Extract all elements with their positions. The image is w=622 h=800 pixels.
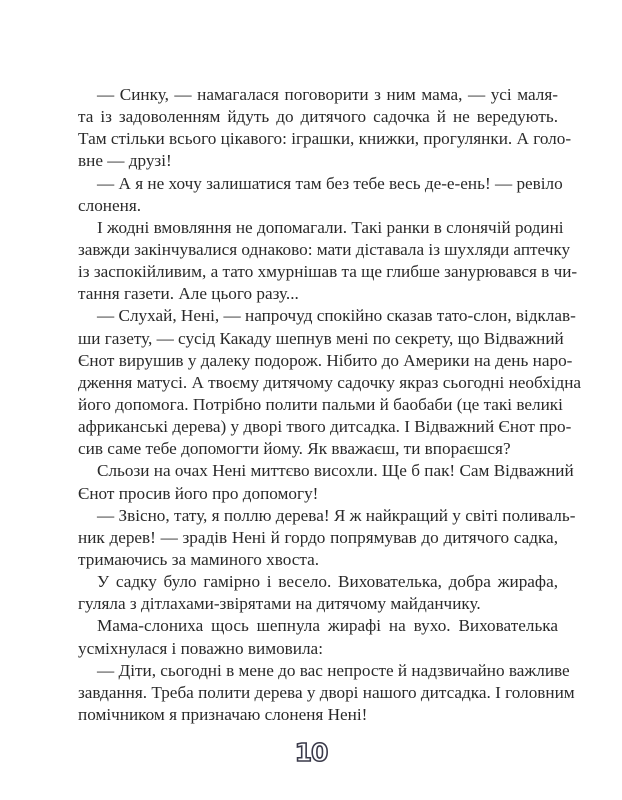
paragraph: [78, 84, 572, 173]
text-line: Мама-слониха щось шепнула жирафі на вухо. Вихователька: [97, 616, 558, 636]
text-line: африканські дерева) у дворі твого дитсадка. І Відважний Єнот про-: [78, 417, 572, 437]
paragraph: [78, 615, 558, 659]
text-line: Сльози на очах Нені миттєво висохли. Ще б пак! Сам Відважний: [97, 461, 574, 481]
text-line: — Слухай, Нені, — напрочуд спокійно сказав тато-слон, відклав-: [97, 306, 576, 326]
text-line: із заспокійливим, а тато хмурнішав та ще глибше занурювався в чи-: [78, 262, 578, 282]
text-line: Єнот вирушив у далеку подорож. Нібито до Америки на день наро-: [78, 350, 573, 370]
text-line: — Діти, сьогодні в мене до вас непросте й надзвичайно важливе: [97, 660, 570, 680]
text-line: І жодні вмовляння не допомагали. Такі ранки в слонячій родині: [97, 217, 564, 237]
text-line: та із задоволенням йдуть до дитячого садочка й не вередують.: [78, 107, 558, 127]
text-line: усміхнулася і поважно вимовила:: [78, 638, 323, 658]
text-line: У садку було гамірно і весело. Вихователька, добра жирафа,: [97, 572, 558, 592]
text-line: гуляла з дітлахами-звірятами на дитячому майданчику.: [78, 594, 481, 614]
paragraph: [78, 173, 563, 217]
text-line: Єнот просив його про допомогу!: [78, 483, 319, 503]
text-line: — Звісно, тату, я поллю дерева! Я ж найкращий у світі поливаль-: [97, 505, 576, 525]
text-line: сив саме тебе допомогти йому. Як вважаєш, ти впораєшся?: [78, 439, 511, 459]
paragraph: [78, 305, 582, 460]
text-line: його допомога. Потрібно полити пальми й баобаби (це такі великі: [78, 394, 563, 414]
text-line: тання газети. Але цього разу...: [78, 284, 299, 304]
text-line: слоненя.: [78, 195, 142, 215]
page-number: 10: [294, 738, 328, 767]
paragraph: [78, 217, 578, 306]
paragraph: [78, 660, 575, 726]
text-line: ши газету, — сусід Какаду шепнув мені по секрету, що Відважний: [78, 328, 564, 348]
text-line: — А я не хочу залишатися там без тебе весь де-е-ень! — ревіло: [97, 173, 563, 193]
text-line: тримаючись за маминого хвоста.: [78, 549, 320, 569]
text-line: вне — друзі!: [78, 151, 172, 171]
text-line: Там стільки всього цікавого: іграшки, книжки, прогулянки. А голо-: [78, 129, 572, 149]
page-body-text: [78, 84, 582, 726]
text-line: — Синку, — намагалася поговорити з ним мама, — усі маля-: [97, 85, 558, 104]
text-line: ник дерев! — зрадів Нені й гордо попрямував до дитячого садка,: [78, 527, 558, 547]
paragraph: [78, 571, 558, 615]
paragraph: [78, 505, 576, 571]
paragraph: [78, 460, 574, 504]
text-line: дження матусі. А твоєму дитячому садочку якраз сьогодні необхідна: [78, 372, 582, 392]
text-line: завжди закінчувалися однаково: мати діставала із шухляди аптечку: [78, 239, 571, 259]
text-line: завдання. Треба полити дерева у дворі нашого дитсадка. І головним: [78, 682, 575, 702]
text-line: помічником я призначаю слоненя Нені!: [78, 704, 368, 724]
